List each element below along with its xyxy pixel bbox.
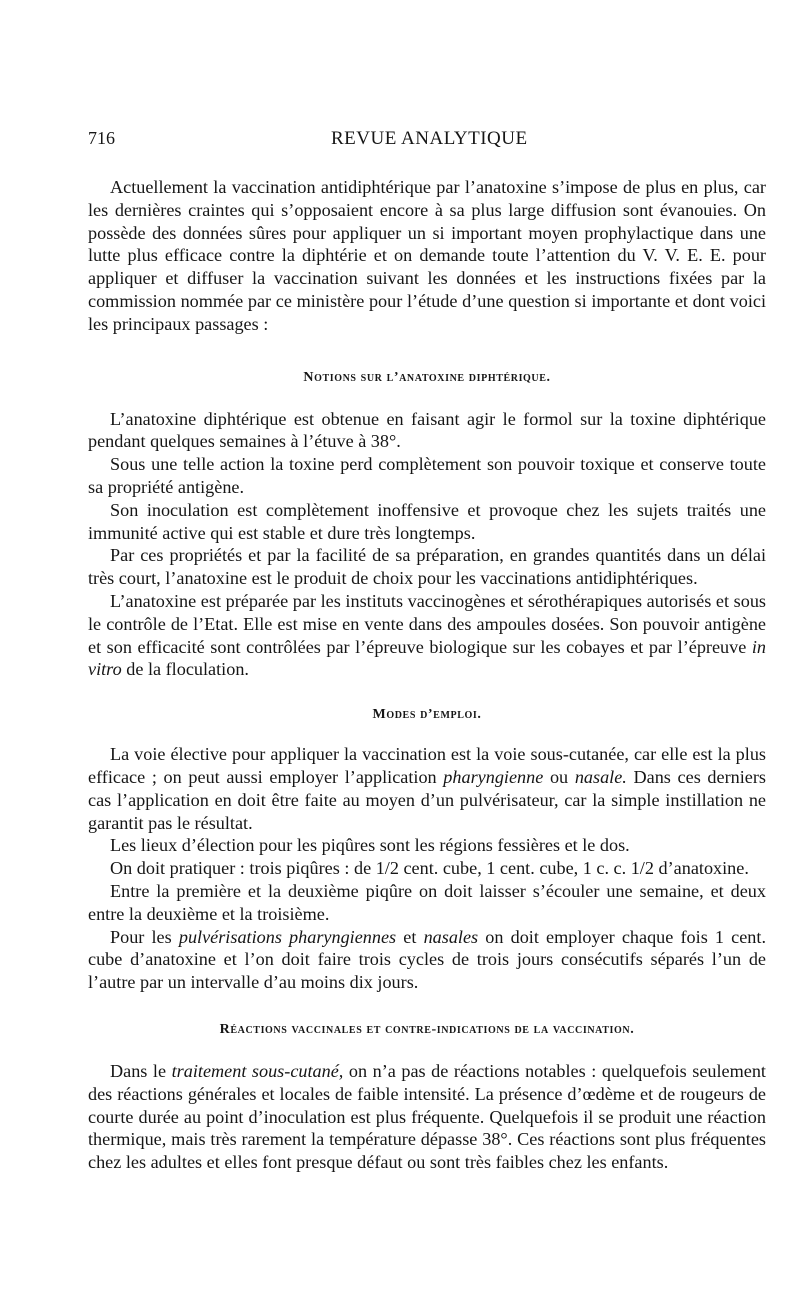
document-page bbox=[88, 128, 766, 1174]
section-heading-modes: Modes d’emploi. bbox=[372, 707, 482, 723]
text-run: on n’a pas de réactions notables : quelquefois seulement des réactions générales et locales de faible intensité. La présence d’œdème et de rougeurs de courte durée au point d’inoculation est plus fréquente. Quelquefois il se produit une réaction thermique, mais très rarement la température dépasse 38°. Ces réactions sont plus fréquentes chez les adultes et elles font presque défaut ou sont très faibles chez les enfants. bbox=[88, 1060, 766, 1173]
text-run: La voie élective pour appliquer la vaccination est la voie sous-cutanée, car elle est la plus efficace ; on peut aussi employer l’application bbox=[88, 744, 766, 787]
intro-paragraph: Actuellement la vaccination antidiphtérique par l’anatoxine s’impose de plus en plus, car les dernières craintes qui s’opposaient encore à sa plus large diffusion sont évanouies. On possède des données sûres pour appliquer un si important moyen prophylactique dans une lutte plus efficace contre la diphtérie et on demande toute l’attention du V. V. E. E. pour appliquer et diffuser la vaccination suivant les données et les instructions fixées par la commission nommée par ce ministère pour l’étude d’une question si importante et dont voici les principaux passages : bbox=[88, 177, 766, 334]
section-heading-reactions: Réactions vaccinales et contre-indications de la vaccination. bbox=[219, 1021, 635, 1037]
paragraph: Les lieux d’élection pour les piqûres sont les régions fessières et le dos. bbox=[110, 835, 630, 856]
text-run: Dans le bbox=[110, 1060, 172, 1081]
italic-term: nasales bbox=[423, 926, 479, 947]
text-run: Dans ces derniers cas l’application en doit être faite au moyen d’un pulvérisateur, car la simple instillation ne garantit pas le résultat. bbox=[88, 766, 766, 833]
paragraph: L’anatoxine diphtérique est obtenue en faisant agir le formol sur la toxine diphtérique pendant quelques semaines à l’étuve à 38°. bbox=[88, 408, 766, 452]
italic-term: in vitro bbox=[88, 636, 766, 680]
text-run: ou bbox=[543, 766, 575, 787]
paragraph bbox=[88, 590, 766, 681]
page-number: 716 bbox=[88, 128, 115, 148]
paragraph: Sous une telle action la toxine perd complètement son pouvoir toxique et conserve toute sa propriété antigène. bbox=[88, 454, 766, 497]
text-run: L’anatoxine est préparée par les instituts vaccinogènes et sérothérapiques autorisés et sous le contrôle de l’Etat. Elle est mise en vente dans des ampoules dosées. Son pouvoir antigène et son efficacité sont contrôlées par l’épreuve biologique sur les cobayes et par l’épreuve bbox=[88, 590, 766, 657]
paragraph bbox=[88, 743, 766, 834]
section-heading-notions: Notions sur l’anatoxine diphtérique. bbox=[303, 369, 551, 385]
paragraph: Entre la première et la deuxième piqûre on doit laisser s’écouler une semaine, et deux entre la deuxième et la troisième. bbox=[88, 880, 766, 924]
text-run: Pour les bbox=[110, 926, 179, 947]
paragraph bbox=[88, 1060, 766, 1174]
italic-term: pharyngienne bbox=[443, 766, 544, 787]
text-run: et bbox=[396, 926, 424, 947]
text-run: on doit employer chaque fois 1 cent. cube d’anatoxine et l’on doit faire trois cycles de trois jours consécutifs séparés l’un de l’autre par un intervalle d’au moins dix jours. bbox=[88, 926, 766, 993]
italic-term: pulvérisations pharyngiennes bbox=[178, 926, 397, 947]
italic-term: nasale. bbox=[574, 766, 627, 787]
running-title: REVUE ANALYTIQUE bbox=[331, 128, 528, 149]
running-header bbox=[88, 128, 766, 158]
paragraph: Son inoculation est complètement inoffensive et provoque chez les sujets traités une immunité active qui est stable et dure très longtemps. bbox=[88, 499, 766, 543]
paragraph bbox=[88, 926, 766, 994]
italic-term: traitement sous-cutané, bbox=[171, 1060, 344, 1081]
paragraph: On doit pratiquer : trois piqûres : de 1/2 cent. cube, 1 cent. cube, 1 c. c. 1/2 d’anatoxine. bbox=[110, 858, 749, 879]
text-run: de la floculation. bbox=[121, 659, 249, 680]
paragraph: Par ces propriétés et par la facilité de sa préparation, en grandes quantités dans un délai très court, l’anatoxine est le produit de choix pour les vaccinations antidiphtériques. bbox=[88, 545, 766, 589]
